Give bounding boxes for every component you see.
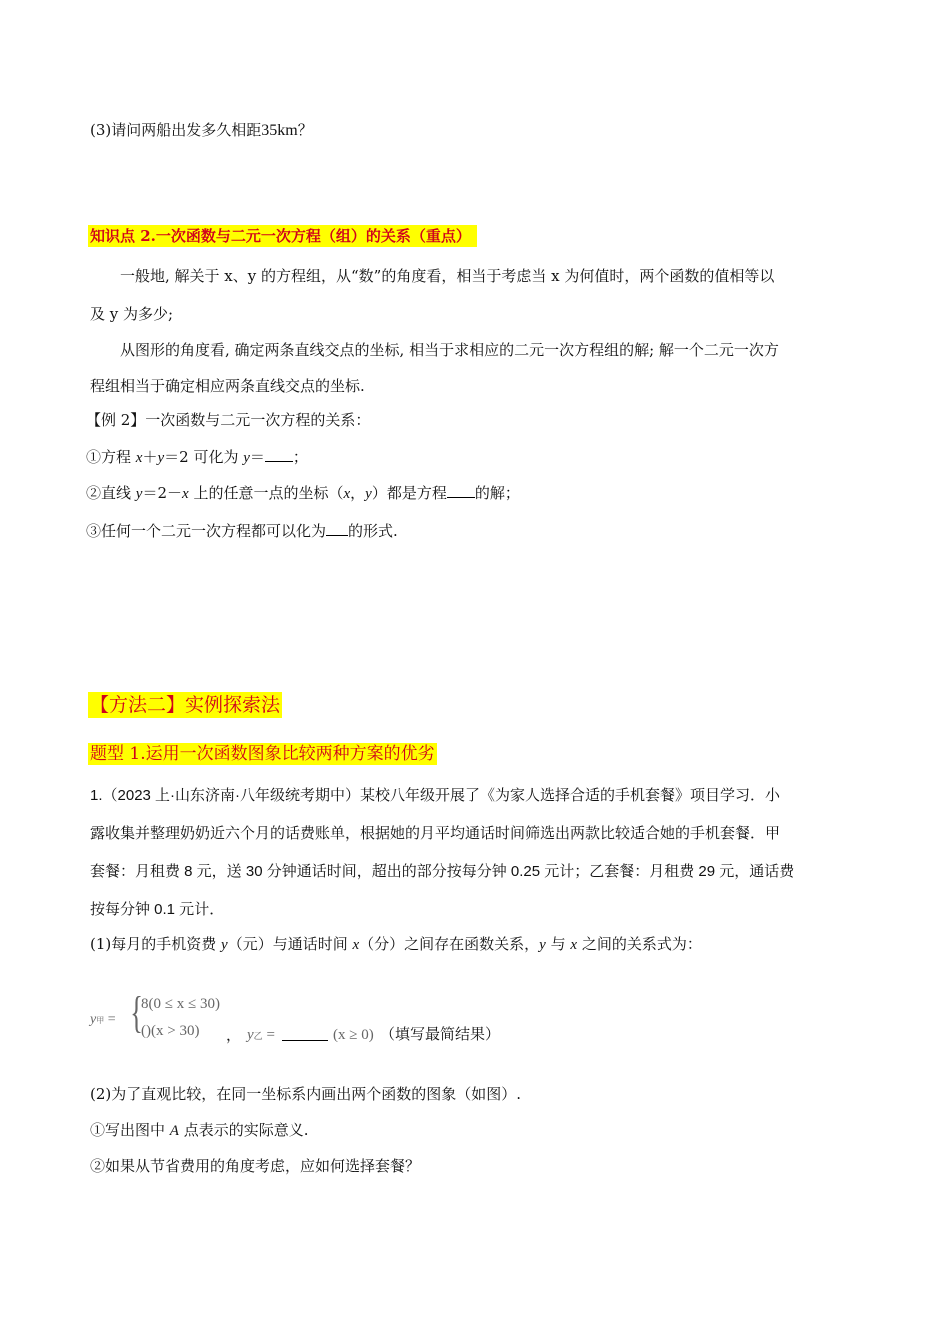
var-x: x: [570, 937, 578, 953]
q1-prefix: (1)每月的手机资费: [90, 935, 222, 953]
var-y: y: [135, 486, 143, 502]
item-2-expr: ＝2－: [142, 484, 182, 502]
type-1-heading: [88, 743, 437, 765]
knowledge-point-2-heading: [88, 226, 477, 246]
answer-blank[interactable]: [447, 482, 475, 498]
comma: ，: [350, 484, 366, 502]
var-y: y: [90, 1012, 97, 1027]
var-x: x: [182, 486, 189, 502]
fill-note: （填写最简结果）: [380, 1025, 501, 1043]
method-2-title: 【方法二】实例探索法: [90, 694, 281, 716]
question-3-text: (3)请问两船出发多久相距: [90, 121, 262, 139]
plus-sign: ＋: [142, 448, 158, 466]
problem-1-line-2: 露收集并整理奶奶近六个月的话费账单，根据她的月平均通话时间筛选出两款比较适合她的手机套餐．甲: [90, 825, 781, 842]
example-2-title: 【例 2】一次函数与二元一次方程的关系：: [86, 411, 371, 429]
problem-1-question-2-1: [90, 1120, 309, 1141]
var-y: y: [157, 450, 165, 466]
subscript-yi: 乙: [253, 1031, 263, 1041]
left-brace: {: [130, 988, 143, 1037]
equals-sign: =: [266, 1027, 275, 1043]
answer-blank[interactable]: [282, 1024, 328, 1041]
var-y: y: [221, 937, 228, 953]
var-y: y: [243, 450, 250, 466]
kp2-paragraph-2-line-2: 程组相当于确定相应两条直线交点的坐标.: [90, 377, 365, 395]
kp2-paragraph-1-line-2: 及 y 为多少;: [90, 305, 174, 323]
q2-1-end: 点表示的实际意义.: [178, 1121, 309, 1139]
y-yi-label: [247, 1025, 275, 1046]
domain-condition: (x ≥ 0): [333, 1027, 374, 1043]
type-1-title: 题型 1.运用一次函数图象比较两种方案的优劣: [90, 744, 435, 764]
var-y: y: [365, 486, 372, 502]
formula-comma: ，: [226, 1026, 242, 1044]
q1-text-1: （元）与通话时间: [227, 935, 353, 953]
question-3: [90, 120, 313, 141]
kp2-paragraph-2-line-1: 从图形的角度看, 确定两条直线交点的坐标, 相当于求相应的二元一次方程组的解; 解一个二元一次方: [120, 341, 779, 359]
knowledge-point-2-title: 知识点 2.一次函数与二元一次方程（组）的关系（重点）: [88, 225, 477, 247]
q1-end: 之间的关系式为：: [577, 935, 702, 953]
item-2-text-2: ）都是方程: [371, 484, 447, 502]
item-1-prefix: ①方程: [86, 448, 136, 466]
example-2-item-3: [86, 520, 398, 541]
q1-text-2: （分）之间存在函数关系，: [359, 935, 540, 953]
item-2-text: 上的任意一点的坐标（: [188, 484, 344, 502]
var-x: x: [343, 486, 351, 502]
q1-text-3: 与: [545, 935, 571, 953]
var-y: y: [539, 937, 546, 953]
equals-sign: ＝: [249, 448, 265, 466]
example-2-item-1: [86, 446, 308, 468]
item-3-end: 的形式.: [348, 522, 398, 540]
point-a: A: [169, 1123, 179, 1139]
item-1-end: ；: [292, 448, 308, 466]
answer-blank[interactable]: [265, 446, 293, 462]
item-2-prefix: ②直线: [86, 484, 136, 502]
problem-1-line-3: 套餐：月租费 8 元，送 30 分钟通话时间，超出的部分按每分钟 0.25 元计；乙套餐：月租费 29 元，通话费: [90, 863, 795, 880]
q2-1-prefix: ①写出图中: [90, 1121, 170, 1139]
example-2-item-2: [86, 482, 520, 504]
problem-1-question-1: [90, 934, 702, 955]
equals-sign: =: [107, 1012, 116, 1027]
item-3-prefix: ③任何一个二元一次方程都可以化为: [86, 522, 327, 540]
problem-1-question-2-2: ②如果从节省费用的角度考虑，应如何选择套餐？: [90, 1157, 421, 1175]
distance-value: 35km: [261, 122, 298, 139]
kp2-paragraph-1-line-1: 一般地, 解关于 x、y 的方程组，从“数”的角度看，相当于考虑当 x 为何值时，两个函数的值相等以: [120, 267, 775, 285]
subscript-jia: 甲: [96, 1016, 105, 1025]
question-3-suffix: ？: [297, 121, 313, 139]
problem-1-line-4: 按每分钟 0.1 元计．: [90, 901, 225, 918]
problem-1-question-2: (2)为了直观比较，在同一坐标系内画出两个函数的图象（如图）.: [90, 1085, 522, 1103]
item-2-end: 的解；: [474, 484, 520, 502]
y-jia-label: [90, 1010, 116, 1031]
answer-blank[interactable]: [326, 520, 348, 536]
method-2-heading: [88, 692, 282, 718]
case-2: ()(x > 30): [141, 1023, 200, 1039]
case-1: 8(0 ≤ x ≤ 30): [141, 996, 220, 1012]
item-1-text: ＝2 可化为: [164, 448, 244, 466]
var-x: x: [135, 450, 143, 466]
var-y: y: [247, 1027, 254, 1043]
var-x: x: [352, 937, 360, 953]
problem-1-line-1: 1.（2023 上·山东济南·八年级统考期中）某校八年级开展了《为家人选择合适的手机套餐》项目学习．小: [90, 787, 781, 804]
